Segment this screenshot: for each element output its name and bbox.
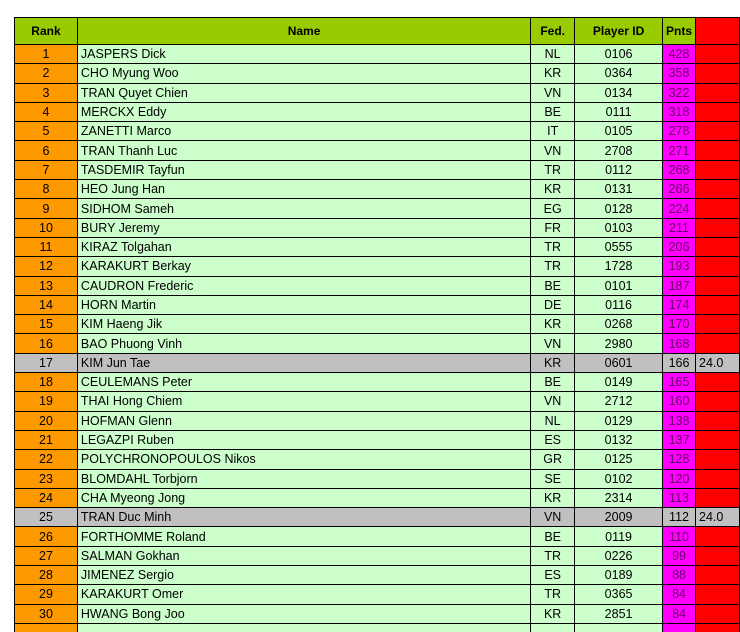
rank-cell: 9 — [15, 199, 78, 218]
name-cell: KIM Haeng Jik — [77, 315, 530, 334]
extra-cell — [696, 45, 740, 64]
extra-cell — [696, 488, 740, 507]
fed-cell: KR — [531, 64, 575, 83]
rank-cell: 25 — [15, 508, 78, 527]
rank-cell: 22 — [15, 450, 78, 469]
points-cell: 165 — [663, 373, 696, 392]
extra-cell — [696, 411, 740, 430]
name-cell: CHA Myeong Jong — [77, 488, 530, 507]
player-id-cell: 0268 — [575, 315, 663, 334]
player-id-cell: 0116 — [575, 295, 663, 314]
fed-cell: EG — [531, 199, 575, 218]
player-id-cell: 0134 — [575, 83, 663, 102]
rank-cell: 24 — [15, 488, 78, 507]
player-id-cell: 0365 — [575, 585, 663, 604]
fed-cell: TR — [531, 585, 575, 604]
extra-cell — [696, 237, 740, 256]
points-cell: 211 — [663, 218, 696, 237]
rank-cell: 6 — [15, 141, 78, 160]
table-row-partial — [15, 623, 740, 632]
fed-cell: VN — [531, 83, 575, 102]
rank-cell: 28 — [15, 566, 78, 585]
extra-cell — [696, 180, 740, 199]
name-cell: BLOMDAHL Torbjorn — [77, 469, 530, 488]
points-cell: 187 — [663, 276, 696, 295]
player-id-cell: 2851 — [575, 604, 663, 623]
fed-cell: TR — [531, 257, 575, 276]
fed-cell: FR — [531, 218, 575, 237]
rank-cell: 5 — [15, 122, 78, 141]
table-row — [15, 45, 740, 64]
extra-cell — [696, 160, 740, 179]
fed-cell: KR — [531, 315, 575, 334]
name-cell: JASPERS Dick — [77, 45, 530, 64]
rank-cell: 1 — [15, 45, 78, 64]
player-id-cell: 0102 — [575, 469, 663, 488]
name-cell: KARAKURT Omer — [77, 585, 530, 604]
extra-cell — [696, 64, 740, 83]
player-id-cell: 0103 — [575, 218, 663, 237]
table-row — [15, 102, 740, 121]
name-cell: KIM Jun Tae — [77, 353, 530, 372]
rank-cell: 26 — [15, 527, 78, 546]
table-row — [15, 488, 740, 507]
fed-cell: KR — [531, 180, 575, 199]
table-row — [15, 527, 740, 546]
player-id-cell: 0128 — [575, 199, 663, 218]
extra-cell — [696, 276, 740, 295]
fed-cell: NL — [531, 411, 575, 430]
points-cell — [663, 623, 696, 632]
fed-cell: TR — [531, 160, 575, 179]
points-cell: 206 — [663, 237, 696, 256]
rank-cell: 14 — [15, 295, 78, 314]
player-id-cell: 0112 — [575, 160, 663, 179]
fed-cell: TR — [531, 237, 575, 256]
table-row — [15, 373, 740, 392]
points-cell: 278 — [663, 122, 696, 141]
fed-cell — [531, 623, 575, 632]
player-id-cell: 0111 — [575, 102, 663, 121]
fed-cell: GR — [531, 450, 575, 469]
player-id-cell: 0106 — [575, 45, 663, 64]
player-id-cell: 1728 — [575, 257, 663, 276]
points-cell: 84 — [663, 585, 696, 604]
extra-cell — [696, 430, 740, 449]
fed-cell: DE — [531, 295, 575, 314]
table-row — [15, 83, 740, 102]
player-id-cell: 2712 — [575, 392, 663, 411]
points-cell: 88 — [663, 566, 696, 585]
name-cell: KARAKURT Berkay — [77, 257, 530, 276]
header-row — [15, 18, 740, 45]
table-row — [15, 180, 740, 199]
table-row — [15, 546, 740, 565]
name-cell: THAI Hong Chiem — [77, 392, 530, 411]
fed-cell: BE — [531, 527, 575, 546]
table-row — [15, 141, 740, 160]
extra-cell: 24.0 — [696, 353, 740, 372]
points-cell: 266 — [663, 180, 696, 199]
points-cell: 170 — [663, 315, 696, 334]
fed-cell: SE — [531, 469, 575, 488]
rank-cell: 2 — [15, 64, 78, 83]
table-row — [15, 315, 740, 334]
points-cell: 193 — [663, 257, 696, 276]
points-cell: 110 — [663, 527, 696, 546]
name-cell: POLYCHRONOPOULOS Nikos — [77, 450, 530, 469]
rank-cell: 29 — [15, 585, 78, 604]
table-row — [15, 64, 740, 83]
points-cell: 99 — [663, 546, 696, 565]
fed-cell: ES — [531, 566, 575, 585]
name-cell: MERCKX Eddy — [77, 102, 530, 121]
rank-cell: 7 — [15, 160, 78, 179]
name-cell: TRAN Duc Minh — [77, 508, 530, 527]
points-cell: 318 — [663, 102, 696, 121]
table-row — [15, 450, 740, 469]
ranking-sheet — [14, 17, 740, 632]
name-cell: KIRAZ Tolgahan — [77, 237, 530, 256]
fed-cell: VN — [531, 141, 575, 160]
fed-cell: NL — [531, 45, 575, 64]
rank-cell: 15 — [15, 315, 78, 334]
table-row — [15, 295, 740, 314]
rank-cell: 4 — [15, 102, 78, 121]
rank-cell: 8 — [15, 180, 78, 199]
table-row — [15, 430, 740, 449]
extra-cell — [696, 450, 740, 469]
rank-cell: 27 — [15, 546, 78, 565]
name-cell: TASDEMIR Tayfun — [77, 160, 530, 179]
name-cell — [77, 623, 530, 632]
rank-cell: 21 — [15, 430, 78, 449]
player-id-cell: 0101 — [575, 276, 663, 295]
table-row — [15, 257, 740, 276]
extra-cell — [696, 141, 740, 160]
table-row — [15, 353, 740, 372]
player-id-cell: 2314 — [575, 488, 663, 507]
points-cell: 160 — [663, 392, 696, 411]
player-id-cell: 2009 — [575, 508, 663, 527]
points-cell: 113 — [663, 488, 696, 507]
extra-cell: 24.0 — [696, 508, 740, 527]
rank-cell: 3 — [15, 83, 78, 102]
table-row — [15, 585, 740, 604]
table-row — [15, 566, 740, 585]
table-row — [15, 199, 740, 218]
points-cell: 174 — [663, 295, 696, 314]
table-row — [15, 160, 740, 179]
header-rank: Rank — [15, 18, 78, 45]
table-row — [15, 469, 740, 488]
name-cell: FORTHOMME Roland — [77, 527, 530, 546]
player-id-cell: 0131 — [575, 180, 663, 199]
player-id-cell — [575, 623, 663, 632]
extra-cell — [696, 546, 740, 565]
fed-cell: ES — [531, 430, 575, 449]
extra-cell — [696, 257, 740, 276]
name-cell: CHO Myung Woo — [77, 64, 530, 83]
extra-cell — [696, 199, 740, 218]
fed-cell: VN — [531, 392, 575, 411]
name-cell: ZANETTI Marco — [77, 122, 530, 141]
points-cell: 137 — [663, 430, 696, 449]
header-player-id: Player ID — [575, 18, 663, 45]
fed-cell: IT — [531, 122, 575, 141]
name-cell: HWANG Bong Joo — [77, 604, 530, 623]
name-cell: CAUDRON Frederic — [77, 276, 530, 295]
extra-cell — [696, 623, 740, 632]
name-cell: HORN Martin — [77, 295, 530, 314]
extra-cell — [696, 102, 740, 121]
player-id-cell: 0189 — [575, 566, 663, 585]
table-row — [15, 237, 740, 256]
points-cell: 84 — [663, 604, 696, 623]
points-cell: 268 — [663, 160, 696, 179]
name-cell: SALMAN Gokhan — [77, 546, 530, 565]
name-cell: BURY Jeremy — [77, 218, 530, 237]
player-id-cell: 0129 — [575, 411, 663, 430]
ranking-table — [14, 17, 740, 632]
fed-cell: KR — [531, 353, 575, 372]
table-row — [15, 392, 740, 411]
header-points: Pnts — [663, 18, 696, 45]
table-row — [15, 411, 740, 430]
extra-cell — [696, 315, 740, 334]
table-row — [15, 122, 740, 141]
rank-cell: 30 — [15, 604, 78, 623]
name-cell: LEGAZPI Ruben — [77, 430, 530, 449]
points-cell: 428 — [663, 45, 696, 64]
player-id-cell: 0555 — [575, 237, 663, 256]
rank-cell: 19 — [15, 392, 78, 411]
points-cell: 128 — [663, 450, 696, 469]
rank-cell: 23 — [15, 469, 78, 488]
header-name: Name — [77, 18, 530, 45]
points-cell: 138 — [663, 411, 696, 430]
player-id-cell: 0149 — [575, 373, 663, 392]
extra-cell — [696, 392, 740, 411]
points-cell: 166 — [663, 353, 696, 372]
rank-cell — [15, 623, 78, 632]
player-id-cell: 0119 — [575, 527, 663, 546]
table-row — [15, 218, 740, 237]
extra-cell — [696, 334, 740, 353]
player-id-cell: 0125 — [575, 450, 663, 469]
table-row — [15, 604, 740, 623]
rank-cell: 20 — [15, 411, 78, 430]
extra-cell — [696, 604, 740, 623]
player-id-cell: 2980 — [575, 334, 663, 353]
name-cell: SIDHOM Sameh — [77, 199, 530, 218]
header-extra — [696, 18, 740, 45]
name-cell: CEULEMANS Peter — [77, 373, 530, 392]
points-cell: 112 — [663, 508, 696, 527]
name-cell: HOFMAN Glenn — [77, 411, 530, 430]
fed-cell: BE — [531, 276, 575, 295]
points-cell: 271 — [663, 141, 696, 160]
extra-cell — [696, 566, 740, 585]
rank-cell: 10 — [15, 218, 78, 237]
header-fed: Fed. — [531, 18, 575, 45]
fed-cell: VN — [531, 334, 575, 353]
rank-cell: 18 — [15, 373, 78, 392]
player-id-cell: 0226 — [575, 546, 663, 565]
table-row — [15, 508, 740, 527]
extra-cell — [696, 83, 740, 102]
rank-cell: 12 — [15, 257, 78, 276]
extra-cell — [696, 585, 740, 604]
player-id-cell: 0364 — [575, 64, 663, 83]
name-cell: TRAN Quyet Chien — [77, 83, 530, 102]
fed-cell: BE — [531, 373, 575, 392]
rank-cell: 17 — [15, 353, 78, 372]
points-cell: 358 — [663, 64, 696, 83]
fed-cell: VN — [531, 508, 575, 527]
extra-cell — [696, 373, 740, 392]
fed-cell: BE — [531, 102, 575, 121]
name-cell: BAO Phuong Vinh — [77, 334, 530, 353]
table-row — [15, 334, 740, 353]
player-id-cell: 0132 — [575, 430, 663, 449]
rank-cell: 13 — [15, 276, 78, 295]
fed-cell: KR — [531, 604, 575, 623]
extra-cell — [696, 122, 740, 141]
name-cell: HEO Jung Han — [77, 180, 530, 199]
player-id-cell: 2708 — [575, 141, 663, 160]
fed-cell: TR — [531, 546, 575, 565]
rank-cell: 16 — [15, 334, 78, 353]
extra-cell — [696, 469, 740, 488]
points-cell: 322 — [663, 83, 696, 102]
extra-cell — [696, 295, 740, 314]
extra-cell — [696, 218, 740, 237]
player-id-cell: 0105 — [575, 122, 663, 141]
points-cell: 224 — [663, 199, 696, 218]
points-cell: 120 — [663, 469, 696, 488]
ranking-body — [15, 45, 740, 632]
rank-cell: 11 — [15, 237, 78, 256]
fed-cell: KR — [531, 488, 575, 507]
player-id-cell: 0601 — [575, 353, 663, 372]
name-cell: JIMENEZ Sergio — [77, 566, 530, 585]
name-cell: TRAN Thanh Luc — [77, 141, 530, 160]
table-row — [15, 276, 740, 295]
points-cell: 168 — [663, 334, 696, 353]
extra-cell — [696, 527, 740, 546]
